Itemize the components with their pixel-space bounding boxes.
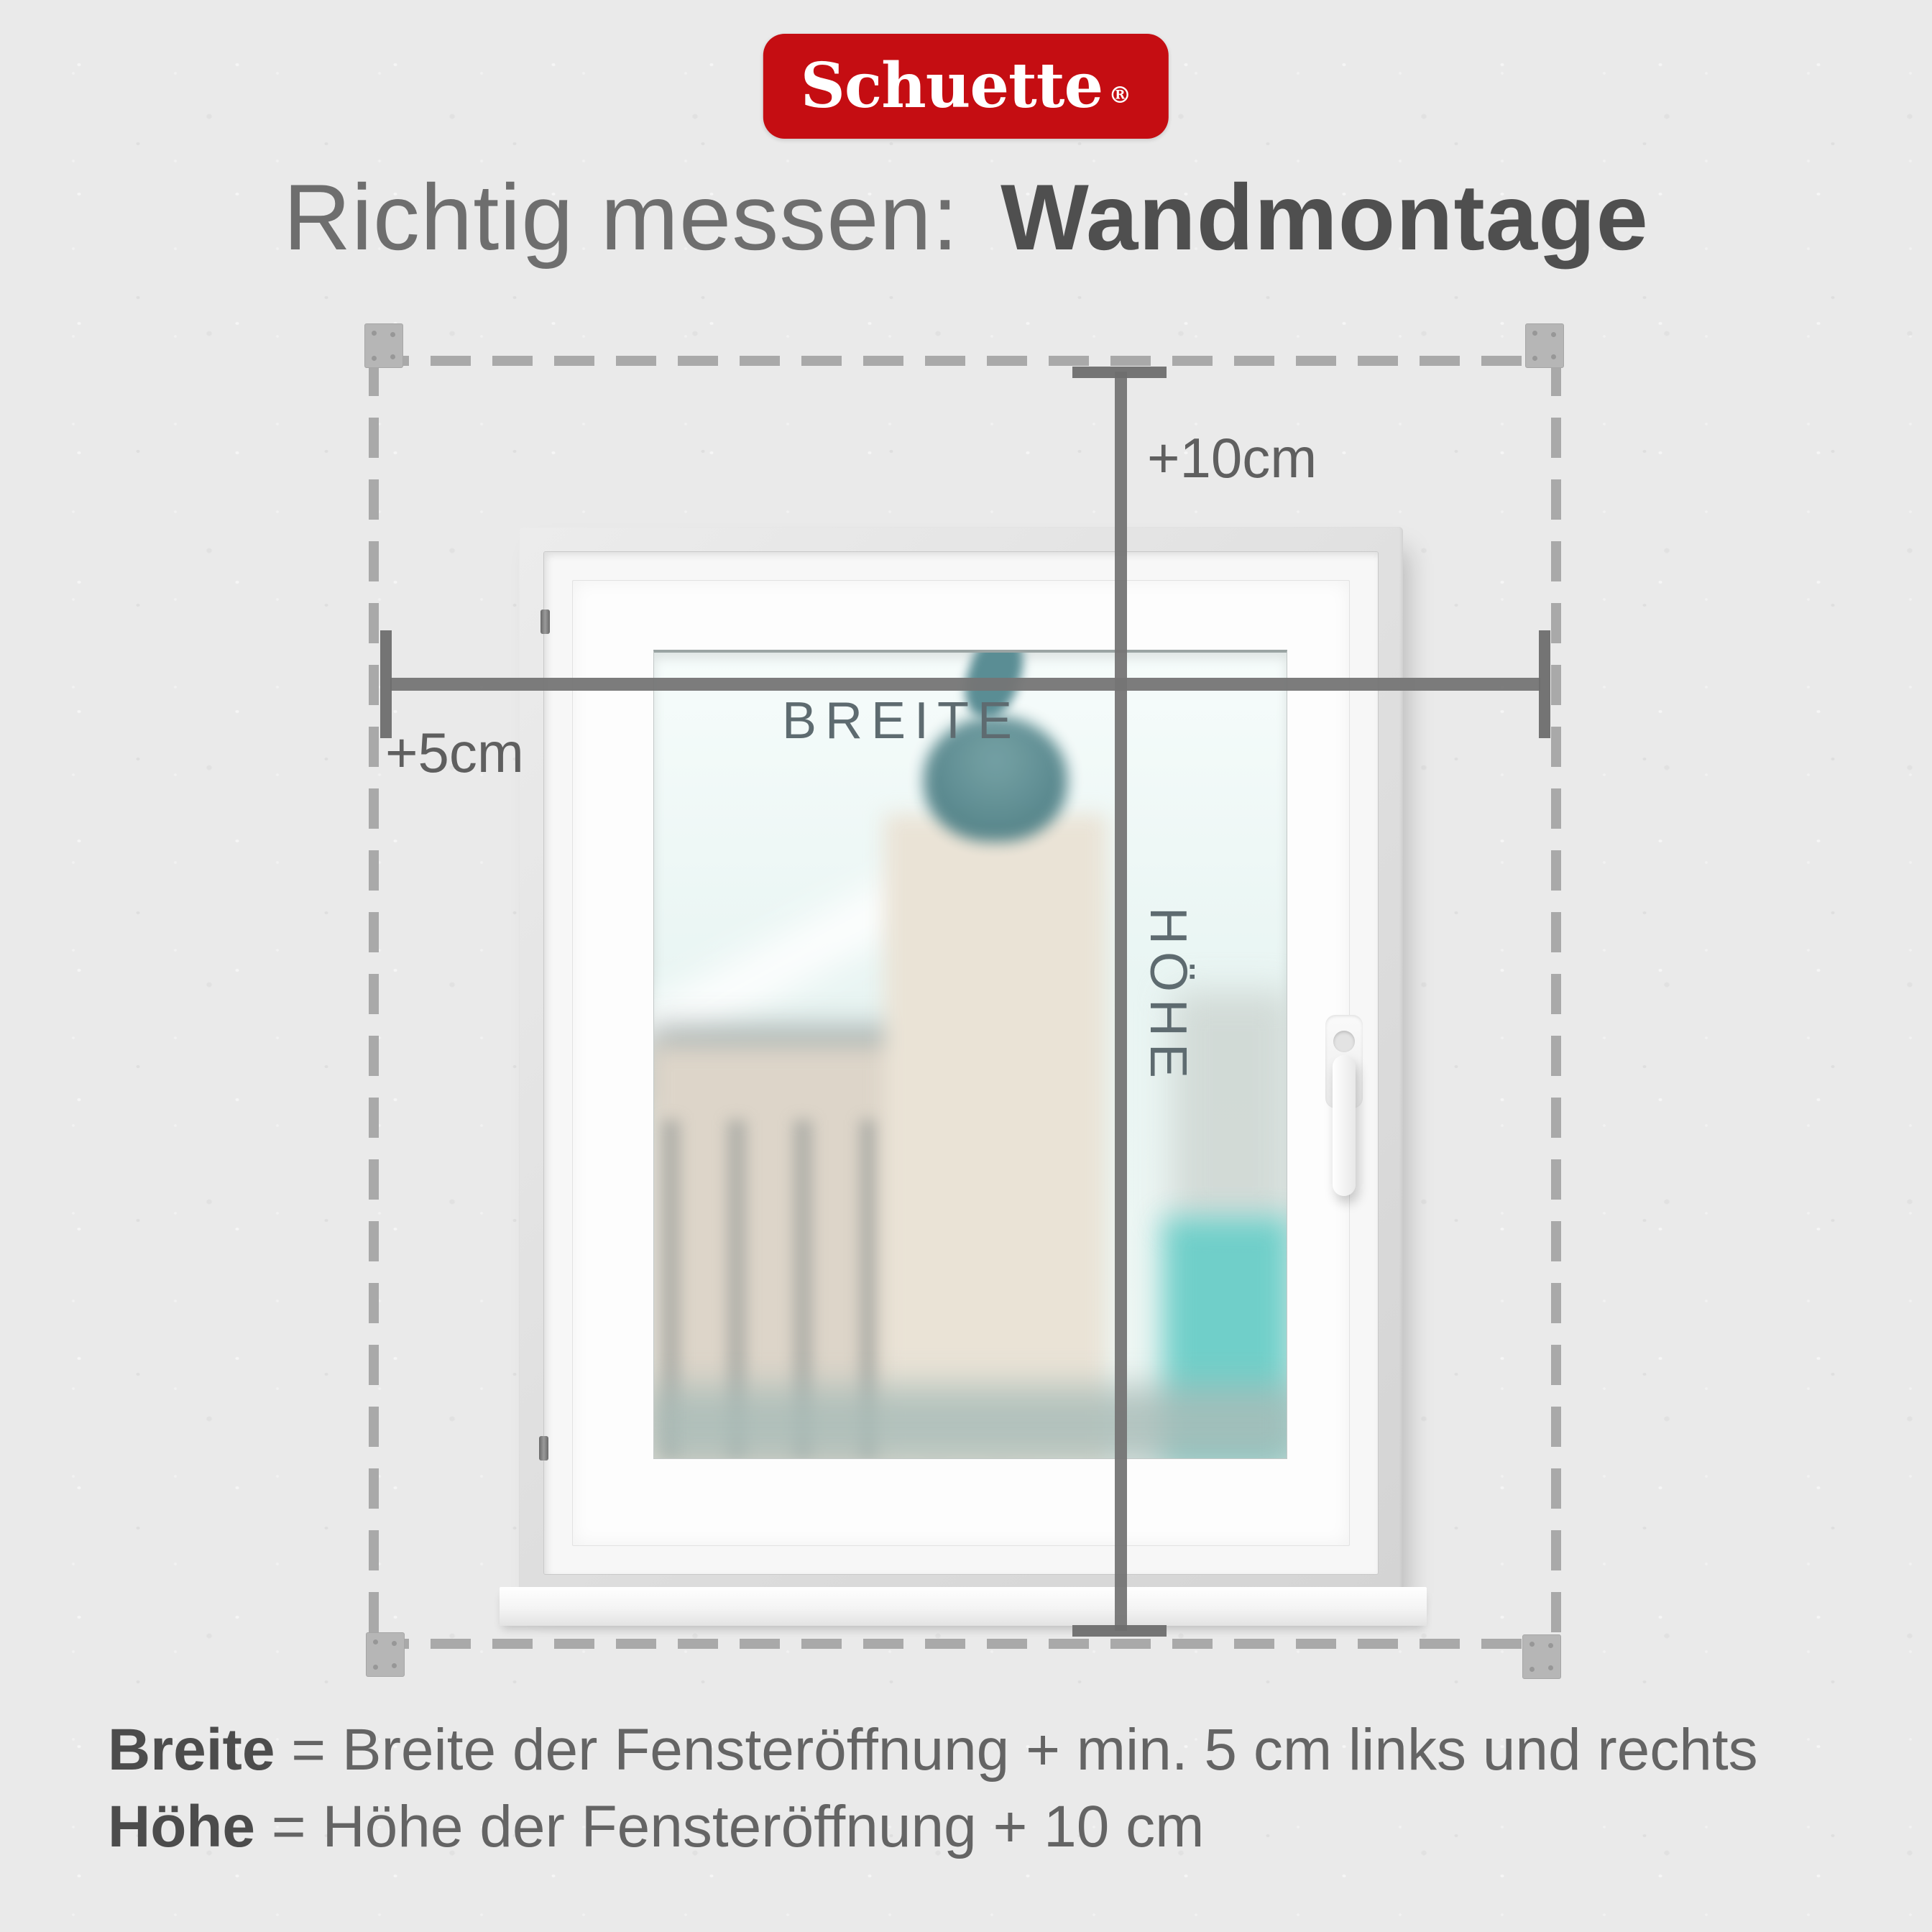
hinge-icon <box>540 610 550 634</box>
mounting-bracket-icon <box>1525 323 1564 368</box>
height-measure-line <box>1115 372 1127 1631</box>
photo-street-foreground <box>653 1386 1287 1459</box>
page-title <box>0 164 1932 272</box>
mount-outline-bottom <box>369 1639 1561 1649</box>
photo-tower <box>884 814 1107 1459</box>
mounting-bracket-icon <box>366 1632 405 1677</box>
width-measure-line <box>390 678 1540 691</box>
height-extra-label: +10cm <box>1147 426 1317 489</box>
title-highlight: Wandmontage <box>1000 165 1649 270</box>
brand-logo-text: Schuette <box>800 50 1103 122</box>
mount-outline-top <box>369 356 1561 366</box>
legend-definition-hoehe: = Höhe der Fensteröffnung + 10 cm <box>271 1793 1205 1859</box>
window-handle <box>1333 1055 1356 1196</box>
mount-outline-right <box>1551 356 1561 1649</box>
title-prefix: Richtig messen: <box>283 165 959 270</box>
legend-term-breite: Breite <box>108 1717 275 1782</box>
mounting-bracket-icon <box>1522 1634 1561 1679</box>
window-sill <box>500 1587 1427 1626</box>
legend-line-breite <box>108 1712 1758 1789</box>
legend-definition-breite: = Breite der Fensteröffnung + min. 5 cm links und rechts <box>291 1717 1758 1782</box>
height-label: HÖHE <box>1139 907 1197 1086</box>
width-label: BREITE <box>782 692 1021 750</box>
mount-outline-left <box>369 356 379 1649</box>
mounting-bracket-icon <box>364 323 403 368</box>
hinge-icon <box>539 1436 548 1460</box>
legend-line-hoehe <box>108 1789 1758 1866</box>
width-extra-label: +5cm <box>385 721 524 784</box>
legend <box>108 1712 1758 1865</box>
registered-trademark-icon: ® <box>1108 80 1132 109</box>
height-measure-cap-top <box>1072 367 1167 378</box>
height-measure-cap-bottom <box>1072 1625 1167 1637</box>
legend-term-hoehe: Höhe <box>108 1793 255 1859</box>
width-measure-cap-right <box>1539 630 1550 738</box>
brand-logo <box>763 34 1169 139</box>
